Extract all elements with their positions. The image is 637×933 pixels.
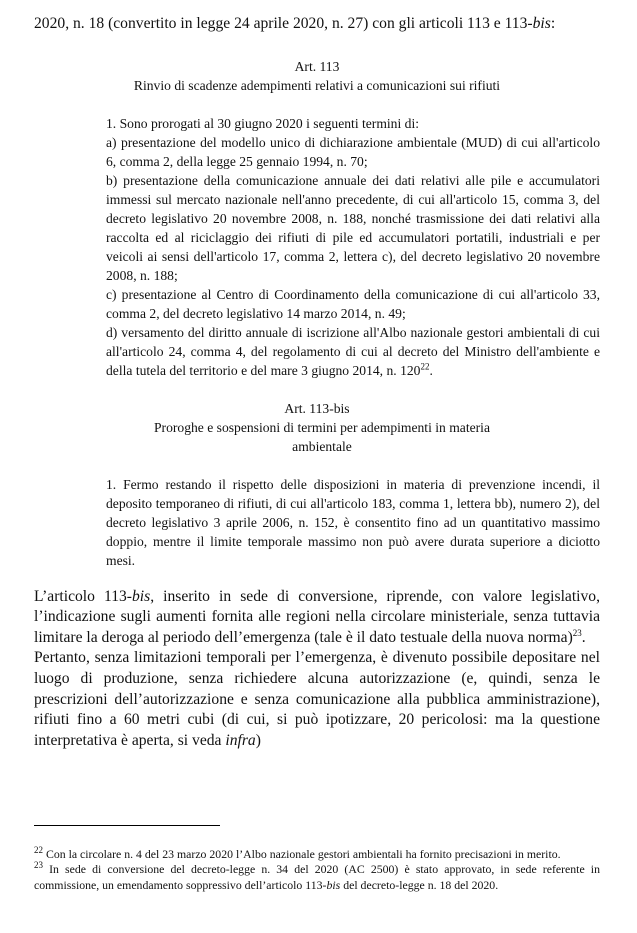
- footnote-ref-22[interactable]: 22: [420, 361, 430, 372]
- art113bis-subtitle: Proroghe e sospensioni di termini per adempimenti in materia ambientale: [154, 419, 490, 454]
- art113-subtitle: Rinvio di scadenze adempimenti relativi a comunicazioni sui rifiuti: [133, 77, 501, 93]
- document-page: [34, 14, 600, 751]
- art113-item-c: c) presentazione al Centro di Coordinamento della comunicazione di cui all'articolo 33, comma 2, del decreto legislativo 14 marzo 2014, n. 49;: [106, 286, 600, 321]
- art113-body: [106, 114, 600, 380]
- art113-item-b: b) presentazione della comunicazione annuale dei dati relativi alle pile e accumulatori immessi sul mercato nazionale nell'anno precedente, di cui all'articolo 15, comma 3, del decreto legislativo 20 novembre 2008, n. 188, nonché trasmissione dei dati relativi alla raccolta ed al riciclaggio dei rifiuti di pile ed accumulatori portatili, industriali e per veicoli ai sensi dell'articolo 17, comma 2, lettera c), del decreto legislativo 20 novembre 2008, n. 188;: [106, 172, 600, 283]
- intro-paragraph: 2020, n. 18 (convertito in legge 24 aprile 2020, n. 27) con gli articoli 113 e 113-bis:: [34, 15, 556, 32]
- art113-lead: 1. Sono prorogati al 30 giugno 2020 i seguenti termini di:: [106, 115, 420, 131]
- art113-item-d: d) versamento del diritto annuale di iscrizione all'Albo nazionale gestori ambientali di cui all'articolo 24, comma 4, del regolamento di cui al decreto del Ministro dell'ambiente e della tutela del territorio e del mare 3 giugno 2014, n. $120^{22}$.: [106, 324, 600, 378]
- footnote-23: $^{23}$ In sede di conversione del decreto-legge n. 34 del 2020 (AC 2500) è stato approvato, in sede referente in commissione, un emendamento soppressivo dell’articolo 113-bis del decreto-legge n. 18 del 2020.: [34, 860, 600, 892]
- body-paragraph-2: Pertanto, senza limitazioni temporali per l’emergenza, è divenuto possibile depositare nel luogo di produzione, senza richiedere alcuna autorizzazione (e, quindi, senza le prescrizioni dell’autorizzazione e senza comunicazione alla pubblica amministrazione), rifiuti fino a 60 metri cubi (di cui, si può ipotizzare, 20 pericolosi: ma la questione interpretativa è aperta, si veda infra): [34, 649, 600, 749]
- art113bis-title: Art. 113-bis: [284, 400, 350, 416]
- footnote-22: $^{22}$ Con la circolare n. 4 del 23 marzo 2020 l’Albo nazionale gestori ambientali ha fornito precisazioni in merito.: [34, 845, 561, 861]
- footnotes: [34, 825, 600, 893]
- body-paragraph-1: L’articolo 113-bis, inserito in sede di conversione, riprende, con valore legislativo, l’indicazione sugli aumenti fornita alle regioni nella circolare ministeriale, senza tuttavia limitare la deroga al periodo dell’emergenza (tale è il dato testuale della nuova norma)$^{23}$.: [34, 587, 600, 646]
- art113-item-a: a) presentazione del modello unico di dichiarazione ambientale (MUD) di cui all'articolo 6, comma 2, della legge 25 gennaio 1994, n. 70;: [106, 134, 600, 169]
- art113bis-body: 1. Fermo restando il rispetto delle disposizioni in materia di prevenzione incendi, il deposito temporaneo di rifiuti, di cui all'articolo 183, comma 1, lettera bb), numero 2), del decreto legislativo 3 aprile 2006, n. 152, è consentito fino ad un quantitativo massimo doppio, mentre il limite temporale massimo non può avere durata superiore a diciotto mesi.: [106, 476, 600, 568]
- footnote-ref-23[interactable]: 23: [572, 627, 582, 638]
- footnote-divider: [34, 825, 220, 826]
- art113-title: Art. 113: [294, 58, 340, 74]
